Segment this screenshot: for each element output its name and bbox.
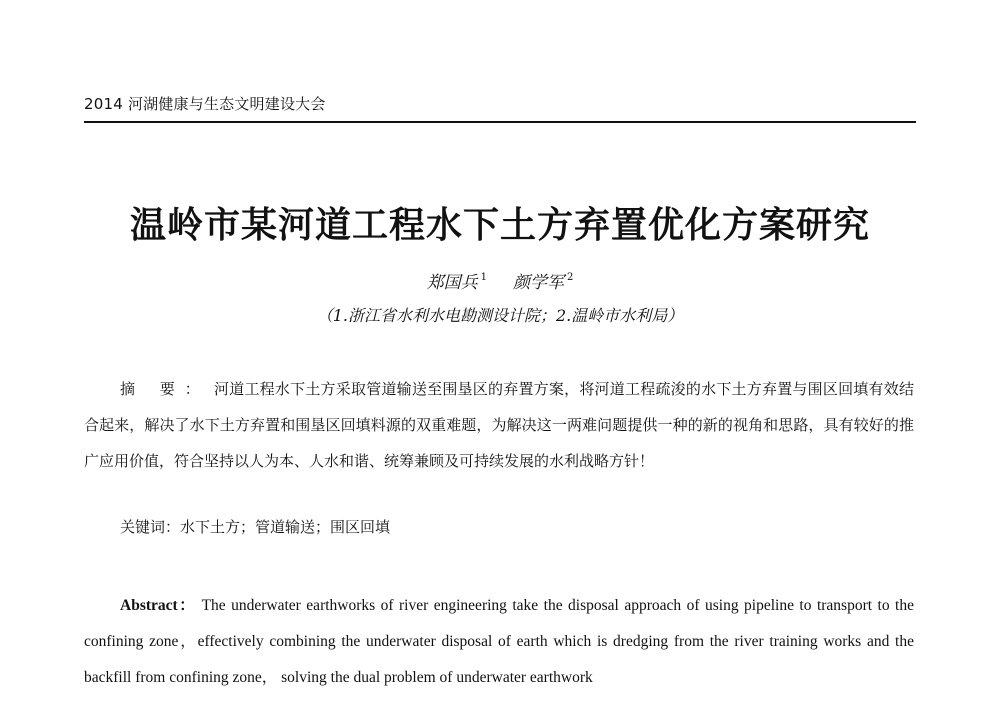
abstract-english: [84, 588, 914, 696]
author-1: [427, 268, 487, 293]
author-2: [513, 268, 573, 293]
author-name: 颜学军: [513, 273, 564, 293]
author-list: [0, 268, 1000, 293]
author-affiliation-mark: 1: [480, 272, 487, 283]
author-affiliation-mark: 2: [567, 272, 574, 283]
abstract-text: 河道工程水下土方采取管道输送至围垦区的弃置方案，将河道工程疏浚的水下土方弃置与围区回填有效结合起来，解决了水下土方弃置和围垦区回填料源的双重难题，为解决这一两难问题提供一种的新的视角和思路，具有较好的推广应用价值，符合坚持以人为本、人水和谐、统筹兼顾及可持续发展的水利战略方针！: [84, 380, 914, 470]
keywords-label: 关键词：: [120, 518, 181, 536]
abstract-en-label: Abstract：: [120, 597, 197, 614]
abstract-en-text: The underwater earthworks of river engineering take the disposal approach of using pipeline to transport to the confining zone，effectively combining the underwater disposal of earth which is dredging from the river training works and the backfill from confining zone， solving the dual problem of underwater earthwork: [84, 597, 914, 686]
author-name: 郑国兵: [426, 273, 478, 293]
paper-title: 温岭市某河道工程水下土方弃置优化方案研究: [129, 204, 870, 246]
header-rule: [84, 121, 916, 123]
keywords: [120, 516, 390, 537]
abstract-label: 摘 要：: [120, 380, 210, 398]
running-head: 2014 河湖健康与生态文明建设大会: [84, 95, 326, 113]
affiliations: （1.浙江省水利水电勘测设计院；2.温岭市水利局）: [316, 306, 684, 325]
keywords-text: 水下土方；管道输送；围区回填: [180, 518, 391, 536]
abstract-chinese: [84, 371, 914, 479]
